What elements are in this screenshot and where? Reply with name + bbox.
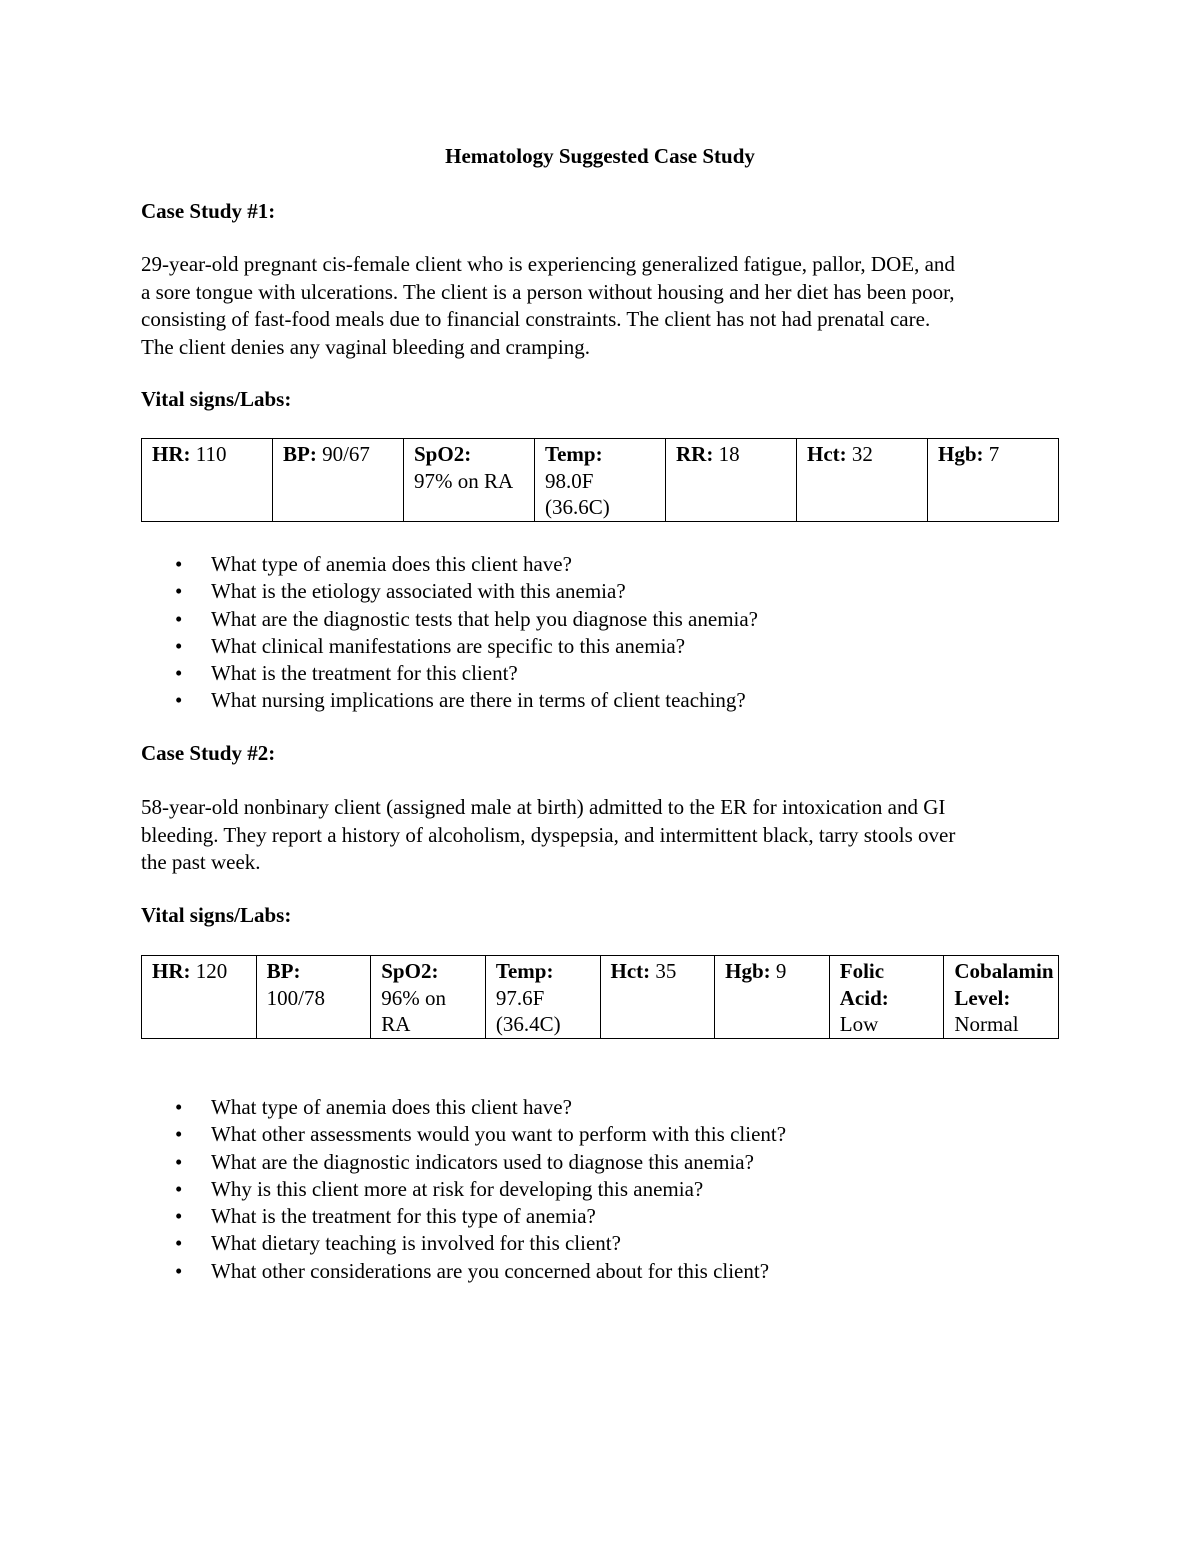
vital-value: 18	[718, 442, 740, 466]
vital-value: 100/78	[266, 985, 325, 1010]
bullet-icon: •	[175, 633, 183, 658]
list-item	[141, 687, 758, 714]
vital-cell-hgb	[928, 439, 1059, 522]
question-text: What type of anemia does this client have?	[211, 552, 572, 576]
bullet-icon: •	[175, 1149, 183, 1174]
vital-cell-bp	[256, 956, 371, 1039]
vital-cell-hct	[797, 439, 928, 522]
page-title: Hematology Suggested Case Study	[445, 144, 755, 168]
vital-label: BP:	[266, 959, 301, 983]
vital-label: HR:	[152, 442, 191, 466]
vital-cell-temp	[535, 439, 666, 522]
bullet-icon: •	[175, 1176, 183, 1201]
vital-label: SpO2:	[381, 959, 439, 983]
bullet-icon: •	[175, 661, 183, 686]
bullet-icon: •	[175, 579, 183, 604]
vital-value: 32	[851, 442, 873, 466]
list-item	[141, 551, 758, 578]
vital-cell-rr	[666, 439, 797, 522]
vital-label: Hgb:	[938, 442, 984, 466]
vital-cell-hr	[142, 439, 273, 522]
vital-value: 98.0F (36.6C)	[545, 468, 610, 519]
case1-questions	[141, 551, 758, 715]
list-item	[141, 1094, 786, 1121]
vital-cell-spo2	[404, 439, 535, 522]
case2-description-line: the past week.	[141, 850, 261, 874]
vital-label: Cobalamin Level:	[954, 959, 1054, 1010]
question-text: What are the diagnostic tests that help you diagnose this anemia?	[211, 606, 759, 631]
list-item	[141, 1230, 786, 1257]
question-text: What is the treatment for this client?	[211, 661, 518, 686]
list-item	[141, 578, 758, 605]
vital-cell-cobalamin	[944, 956, 1059, 1039]
vital-value: 110	[195, 442, 227, 466]
table-row	[142, 439, 1059, 522]
list-item	[141, 1258, 786, 1285]
bullet-icon: •	[175, 1204, 183, 1229]
vital-cell-hr	[142, 956, 257, 1039]
vital-label: Hct:	[610, 959, 651, 983]
question-text: What nursing implications are there in terms of client teaching?	[211, 688, 746, 713]
bullet-icon: •	[175, 1095, 183, 1119]
question-text: What type of anemia does this client have?	[211, 1095, 572, 1119]
list-item	[141, 1203, 786, 1230]
question-text: What is the treatment for this type of anemia?	[211, 1204, 596, 1229]
list-item	[141, 1176, 786, 1203]
vital-value: 7	[988, 442, 1000, 466]
vital-cell-hgb	[715, 956, 830, 1039]
vital-value: 97.6F (36.4C)	[495, 985, 561, 1036]
case1-description-line: a sore tongue with ulcerations. The client is a person without housing and her diet has been poor,	[141, 279, 955, 304]
bullet-icon: •	[175, 606, 183, 631]
vital-label: RR:	[676, 442, 714, 466]
vital-label: SpO2:	[414, 442, 472, 466]
case2-vitals-table	[141, 955, 1059, 1039]
vital-label: Folic Acid:	[839, 959, 889, 1010]
vital-value: Normal	[954, 1012, 1019, 1036]
vital-value: 35	[655, 959, 677, 983]
case1-heading: Case Study #1:	[141, 199, 276, 223]
bullet-icon: •	[175, 552, 183, 576]
case1-vitals-heading: Vital signs/Labs:	[141, 387, 292, 411]
case2-questions	[141, 1094, 786, 1285]
vital-value: 97% on RA	[414, 468, 514, 493]
question-text: What are the diagnostic indicators used to diagnose this anemia?	[211, 1149, 754, 1174]
question-text: What is the etiology associated with this anemia?	[211, 579, 626, 604]
vital-label: Temp:	[545, 442, 603, 466]
case1-description-line: The client denies any vaginal bleeding and cramping.	[141, 334, 591, 359]
list-item	[141, 660, 758, 687]
case2-heading: Case Study #2:	[141, 741, 276, 765]
case1-description-line: consisting of fast-food meals due to financial constraints. The client has not had prenatal care.	[141, 307, 931, 331]
bullet-icon: •	[175, 1231, 183, 1256]
case2-description	[141, 794, 1071, 877]
question-text: What dietary teaching is involved for this client?	[211, 1231, 621, 1256]
vital-label: Hgb:	[725, 959, 771, 983]
vital-label: Temp:	[495, 959, 554, 983]
vital-label: Hct:	[807, 442, 847, 466]
case1-vitals-table	[141, 438, 1059, 522]
list-item	[141, 633, 758, 660]
vital-label: HR:	[152, 959, 191, 983]
question-text: Why is this client more at risk for developing this anemia?	[211, 1176, 704, 1201]
vital-value: 90/67	[322, 442, 370, 466]
vital-cell-bp	[273, 439, 404, 522]
case2-vitals-heading: Vital signs/Labs:	[141, 903, 292, 927]
vital-cell-hct	[600, 956, 715, 1039]
case2-description-line: bleeding. They report a history of alcoholism, dyspepsia, and intermittent black, tarry stools over	[141, 822, 956, 847]
list-item	[141, 1149, 786, 1176]
question-text: What other considerations are you concerned about for this client?	[211, 1258, 770, 1283]
question-text: What other assessments would you want to perform with this client?	[211, 1122, 787, 1147]
question-text: What clinical manifestations are specific to this anemia?	[211, 633, 686, 658]
vital-label: BP:	[283, 442, 317, 466]
vital-value: Low	[839, 1012, 879, 1036]
case1-description	[141, 251, 1071, 361]
vital-cell-temp	[485, 956, 600, 1039]
vital-value: 120	[195, 959, 228, 983]
bullet-icon: •	[175, 1258, 183, 1283]
table-row	[142, 956, 1059, 1039]
bullet-icon: •	[175, 1122, 183, 1147]
vital-cell-folic-acid	[829, 956, 944, 1039]
list-item	[141, 606, 758, 633]
vital-value: 96% on RA	[381, 985, 446, 1036]
case1-description-line: 29-year-old pregnant cis-female client who is experiencing generalized fatigue, pallor, DOE, and	[141, 252, 955, 276]
vital-value: 9	[775, 959, 787, 983]
case2-description-line: 58-year-old nonbinary client (assigned male at birth) admitted to the ER for intoxication and GI	[141, 795, 946, 819]
vital-cell-spo2	[371, 956, 486, 1039]
bullet-icon: •	[175, 688, 183, 713]
list-item	[141, 1121, 786, 1148]
